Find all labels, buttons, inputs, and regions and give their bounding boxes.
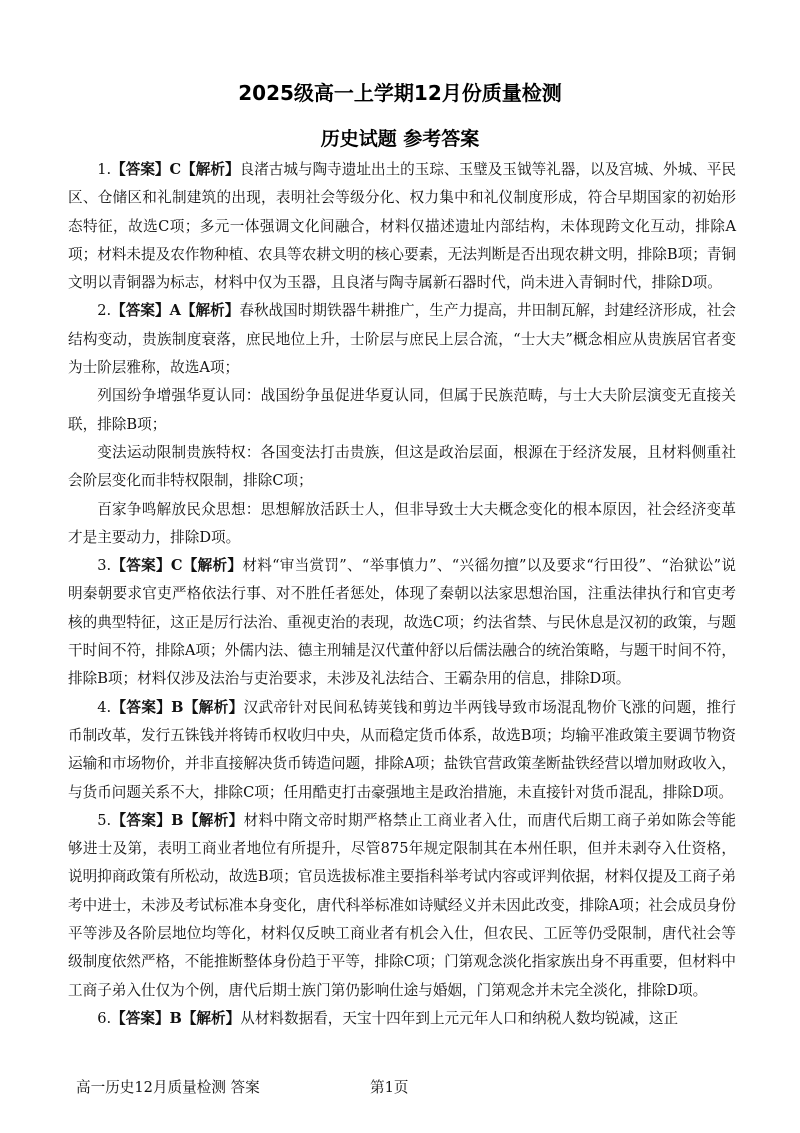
answer-body [68, 156, 736, 1033]
answer-text: 从材料数据看，天宝十四年到上元元年人口和纳税人数均锐减，这正 [240, 1009, 679, 1027]
answer-number: 1. [97, 161, 112, 178]
answer-subparagraph [68, 439, 736, 496]
answer-number: 4. [97, 698, 112, 716]
answer-text: 汉武帝针对民间私铸荚钱和剪边半两钱导致市场混乱物价飞涨的问题，推行币制改革，发行五铢钱并将铸币权收归中央，从而稳定货币体系，故选B项；均输平准政策主要调节物资运输和市场物价，并非直接解决货币铸造问题，排除A项；盐铁官营政策垄断盐铁经营以增加财政收入，与货币问题关系不大，排除C项；任用酷吏打击豪强地主是政治措施，未直接针对货币混乱，排除D项。 [68, 698, 736, 801]
answer-text: 良渚古城与陶寺遗址出土的玉琮、玉璧及玉钺等礼器，以及宫城、外城、平民区、仓储区和礼制建筑的出现，表明社会等级分化、权力集中和礼仪制度形成，符合早期国家的初始形态特征，故选C项；多元一体强调文化间融合，材料仅描述遗址内部结构，未体现跨文化互动，排除A项；材料未提及农作物种植、农具等农耕文明的核心要素，无法判断是否出现农耕文明，排除B项；青铜文明以青铜器为标志，材料中仅为玉器，且良渚与陶寺属新石器时代，尚未进入青铜时代，排除D项。 [68, 161, 736, 292]
answer-tag: 【答案】B【解析】 [111, 1009, 241, 1027]
answer-item-2 [68, 297, 736, 382]
answer-number: 2. [97, 302, 112, 320]
answer-number: 3. [97, 557, 112, 575]
footer-label: 高一历史12月质量检测 答案 [76, 1079, 260, 1096]
answer-tag: 【答案】B【解析】 [111, 811, 244, 829]
answer-item-3 [68, 552, 736, 693]
document-title: 2025级高一上学期12月份质量检测 [238, 81, 562, 105]
answer-subparagraph [68, 496, 736, 553]
answer-number: 6. [97, 1009, 112, 1027]
answer-tag: 【答案】C【解析】 [111, 557, 243, 575]
answer-text: 春秋战国时期铁器牛耕推广，生产力提高，井田制瓦解，封建经济形成，社会结构变动，贵族制度衰落，庶民地位上升，士阶层与庶民上层合流，“士大夫”概念相应从贵族居官者变为士阶层雅称，故选A项； [68, 302, 736, 377]
answer-item-5 [68, 807, 736, 1005]
document-subtitle: 历史试题 参考答案 [320, 128, 480, 150]
answer-text: 列国纷争增强华夏认同：战国纷争虽促进华夏认同，但属于民族范畴，与士大夫阶层演变无直接关联，排除B项； [68, 387, 736, 433]
answer-tag: 【答案】B【解析】 [111, 698, 244, 716]
page-number: 第1页 [370, 1079, 409, 1096]
answer-subparagraph [68, 382, 736, 439]
answer-text: 变法运动限制贵族特权：各国变法打击贵族，但这是政治层面，根源在于经济发展，且材料侧重社会阶层变化而非特权限制，排除C项； [68, 443, 736, 490]
answer-tag: 【答案】A【解析】 [111, 302, 240, 320]
answer-item-6 [68, 1005, 736, 1033]
answer-text: 百家争鸣解放民众思想：思想解放活跃士人，但非导致士大夫概念变化的根本原因，社会经济变革才是主要动力，排除D项。 [68, 500, 736, 546]
answer-text: 材料“审当赏罚”、“举事慎力”、“兴徭勿擅”以及要求“行田役”、“治狱讼”说明秦朝要求官吏严格依法行事、对不胜任者惩处，体现了秦朝以法家思想治国，注重法律执行和官吏考核的典型特征，这正是厉行法治、重视吏治的表现，故选C项；约法省禁、与民休息是汉初的政策，与题干时间不符，排除A项；外儒内法、德主刑辅是汉代董仲舒以后儒法融合的统治策略，与题干时间不符，排除B项；材料仅涉及法治与吏治要求，未涉及礼法结合、王霸杂用的信息，排除D项。 [68, 557, 736, 688]
answer-text: 材料中隋文帝时期严格禁止工商业者入仕，而唐代后期工商子弟如陈会等能够进士及第，表明工商业者地位有所提升，尽管875年规定限制其在本州任职，但并未剥夺入仕资格，说明抑商政策有所松动，故选B项；官员选拔标准主要指科举考试内容或评判依据，材料仅提及工商子弟考中进士，未涉及考试标准本身变化，唐代科举标准如诗赋经义并未因此改变，排除A项；社会成员身份平等涉及各阶层地位均等化，材料仅反映工商业者有机会入仕，但农民、工匠等仍受限制，唐代社会等级制度依然严格，不能推断整体身份趋于平等，排除C项；门第观念淡化指家族出身不再重要，但材料中工商子弟入仕仅为个例，唐代后期士族门第仍影响仕途与婚姻，门第观念并未完全淡化，排除D项。 [68, 811, 736, 999]
answer-tag: 【答案】C【解析】 [111, 161, 240, 178]
answer-item-1 [68, 156, 736, 297]
answer-item-4 [68, 694, 736, 807]
answer-number: 5. [97, 811, 112, 829]
